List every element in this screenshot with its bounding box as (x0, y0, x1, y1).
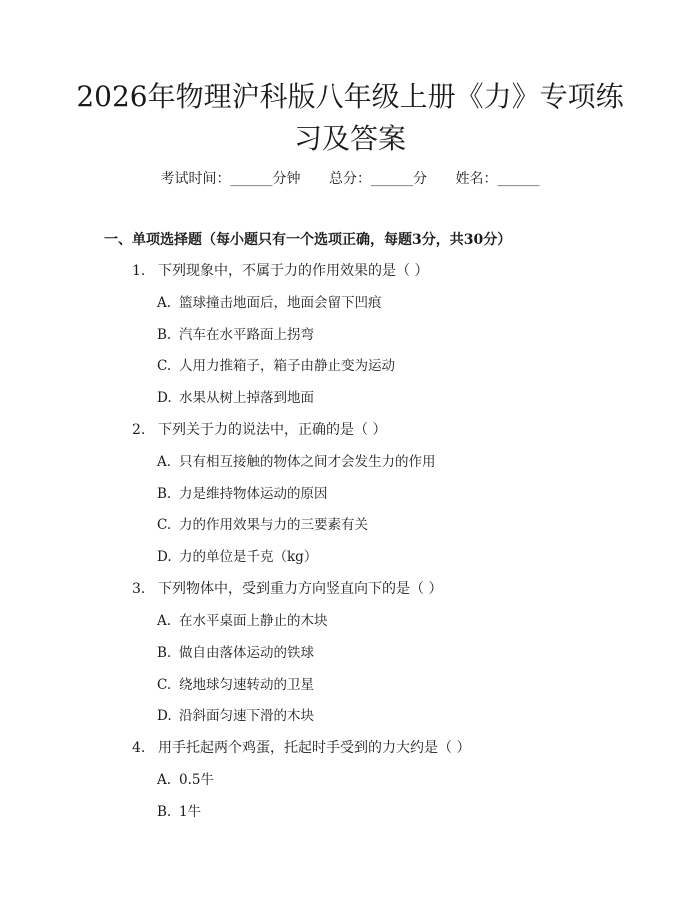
option-text: 水果从树上掉落到地面 (179, 390, 314, 406)
option-text: 沿斜面匀速下滑的木块 (179, 708, 314, 724)
question-text: 下列关于力的说法中，正确的是（ ） (158, 422, 387, 438)
exam-time: 考试时间：______分钟 (160, 171, 301, 187)
question-number: 4. (132, 740, 146, 756)
question-number: 3. (132, 581, 146, 597)
option-text: 绕地球匀速转动的卫星 (179, 677, 314, 693)
option-label: C. (157, 677, 172, 693)
option-label: A. (157, 613, 172, 629)
option-label: B. (157, 804, 172, 820)
option (157, 453, 436, 471)
option-text: 人用力推箱子，箱子由静止变为运动 (179, 358, 395, 374)
option-label: A. (157, 454, 172, 470)
option-text: 汽车在水平路面上拐弯 (179, 327, 314, 343)
option-label: D. (157, 708, 172, 724)
question-number: 2. (132, 422, 146, 438)
option-text: 只有相互接触的物体之间才会发生力的作用 (179, 454, 436, 470)
page-title (60, 76, 640, 160)
option (157, 548, 317, 566)
option (157, 357, 395, 375)
option-label: B. (157, 645, 172, 661)
option-text: 篮球撞击地面后，地面会留下凹痕 (179, 295, 382, 311)
question-text: 下列现象中，不属于力的作用效果的是（ ） (158, 263, 429, 279)
exam-score: 总分：______分 (329, 171, 427, 187)
option-label: C. (157, 358, 172, 374)
option-label: D. (157, 549, 172, 565)
option (157, 707, 314, 725)
title-line-2: 习及答案 (293, 122, 406, 155)
option-label: A. (157, 772, 172, 788)
question-text: 下列物体中，受到重力方向竖直向下的是（ ） (158, 581, 443, 597)
option (157, 771, 214, 789)
option-label: B. (157, 327, 172, 343)
section-heading: 一、单项选择题（每小题只有一个选项正确，每题3分，共30分） (104, 232, 512, 248)
question-2 (132, 421, 386, 439)
option-text: 力是维持物体运动的原因 (179, 486, 328, 502)
option-text: 力的单位是千克（kg） (179, 549, 318, 565)
option (157, 389, 314, 407)
option (157, 326, 314, 344)
option-text: 做自由落体运动的铁球 (179, 645, 314, 661)
option-text: 在水平桌面上静止的木块 (179, 613, 328, 629)
student-name: 姓名：______ (455, 171, 540, 187)
option (157, 485, 328, 503)
option-text: 0.5牛 (179, 772, 214, 788)
option-label: B. (157, 486, 172, 502)
question-4 (132, 739, 470, 757)
question-1 (132, 262, 428, 280)
option-text: 1牛 (179, 804, 202, 820)
option (157, 516, 368, 534)
question-3 (132, 580, 442, 598)
option-label: D. (157, 390, 172, 406)
option (157, 294, 382, 312)
option-label: A. (157, 295, 172, 311)
exam-meta (0, 170, 700, 188)
option-text: 力的作用效果与力的三要素有关 (179, 517, 368, 533)
option (157, 644, 314, 662)
question-text: 用手托起两个鸡蛋，托起时手受到的力大约是（ ） (158, 740, 471, 756)
question-number: 1. (132, 263, 146, 279)
option (157, 676, 314, 694)
option (157, 612, 328, 630)
option (157, 803, 201, 821)
option-label: C. (157, 517, 172, 533)
title-line-1: 2026年物理沪科版八年级上册《力》专项练 (76, 80, 624, 113)
